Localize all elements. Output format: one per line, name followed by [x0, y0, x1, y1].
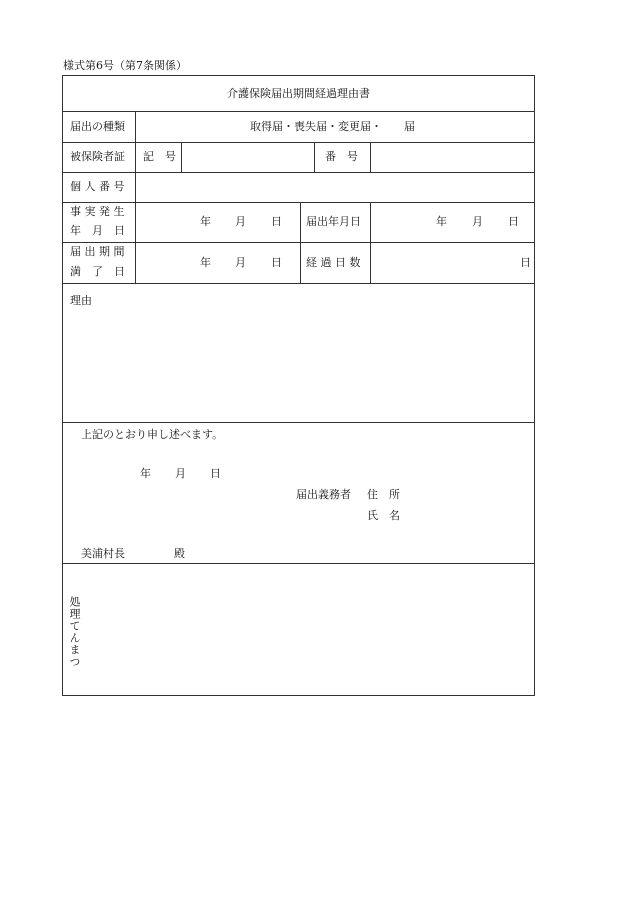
processing-label: 処理てんまつ	[68, 596, 81, 668]
rule	[63, 172, 534, 173]
insured-card-number-label: 番 号	[325, 150, 358, 163]
rule	[63, 422, 534, 423]
notification-month: 月	[472, 215, 483, 228]
name-label: 氏 名	[367, 509, 400, 522]
insured-card-symbol-label: 記 号	[143, 150, 176, 163]
occurrence-date-label-2: 年 月 日	[70, 224, 125, 237]
rule	[63, 563, 534, 564]
rule	[181, 142, 182, 172]
notification-type-label: 届出の種類	[70, 120, 125, 133]
address-label: 住 所	[367, 488, 400, 501]
notification-date-label: 届出年月日	[306, 215, 361, 228]
expiry-date-label-2: 満 了 日	[70, 265, 125, 278]
occurrence-date-label-1: 事 実 発 生	[70, 205, 125, 218]
expiry-month: 月	[235, 256, 246, 269]
occurrence-day: 日	[271, 215, 282, 228]
obligor-label: 届出義務者	[296, 488, 351, 501]
reason-label: 理由	[70, 294, 92, 307]
expiry-year: 年	[200, 256, 211, 269]
rule	[370, 202, 371, 283]
occurrence-month: 月	[235, 215, 246, 228]
rule	[135, 111, 136, 283]
insured-card-label: 被保険者証	[70, 150, 125, 163]
statement-day: 日	[210, 467, 221, 480]
addressee: 美浦村長	[81, 547, 125, 560]
form-code: 様式第6号（第7条関係）	[63, 59, 187, 72]
rule	[63, 142, 534, 143]
rule	[300, 202, 301, 283]
honorific: 殿	[174, 547, 185, 560]
rule	[63, 242, 534, 243]
form-title: 介護保険届出期間経過理由書	[227, 87, 370, 100]
rule	[63, 202, 534, 203]
form-frame	[62, 75, 535, 696]
rule	[63, 283, 534, 284]
elapsed-days-unit: 日	[520, 256, 531, 269]
statement-year: 年	[140, 467, 151, 480]
notification-year: 年	[436, 215, 447, 228]
occurrence-year: 年	[200, 215, 211, 228]
rule	[370, 142, 371, 172]
statement-month: 月	[175, 467, 186, 480]
expiry-day: 日	[271, 256, 282, 269]
statement-text: 上記のとおり申し述べます。	[81, 428, 224, 441]
notification-type-options: 取得届・喪失届・変更届・ 届	[250, 120, 415, 133]
individual-number-label: 個 人 番 号	[70, 180, 125, 193]
rule	[63, 111, 534, 112]
expiry-date-label-1: 届 出 期 間	[70, 245, 125, 258]
notification-day: 日	[508, 215, 519, 228]
elapsed-days-label: 経 過 日 数	[306, 256, 361, 269]
rule	[314, 142, 315, 172]
